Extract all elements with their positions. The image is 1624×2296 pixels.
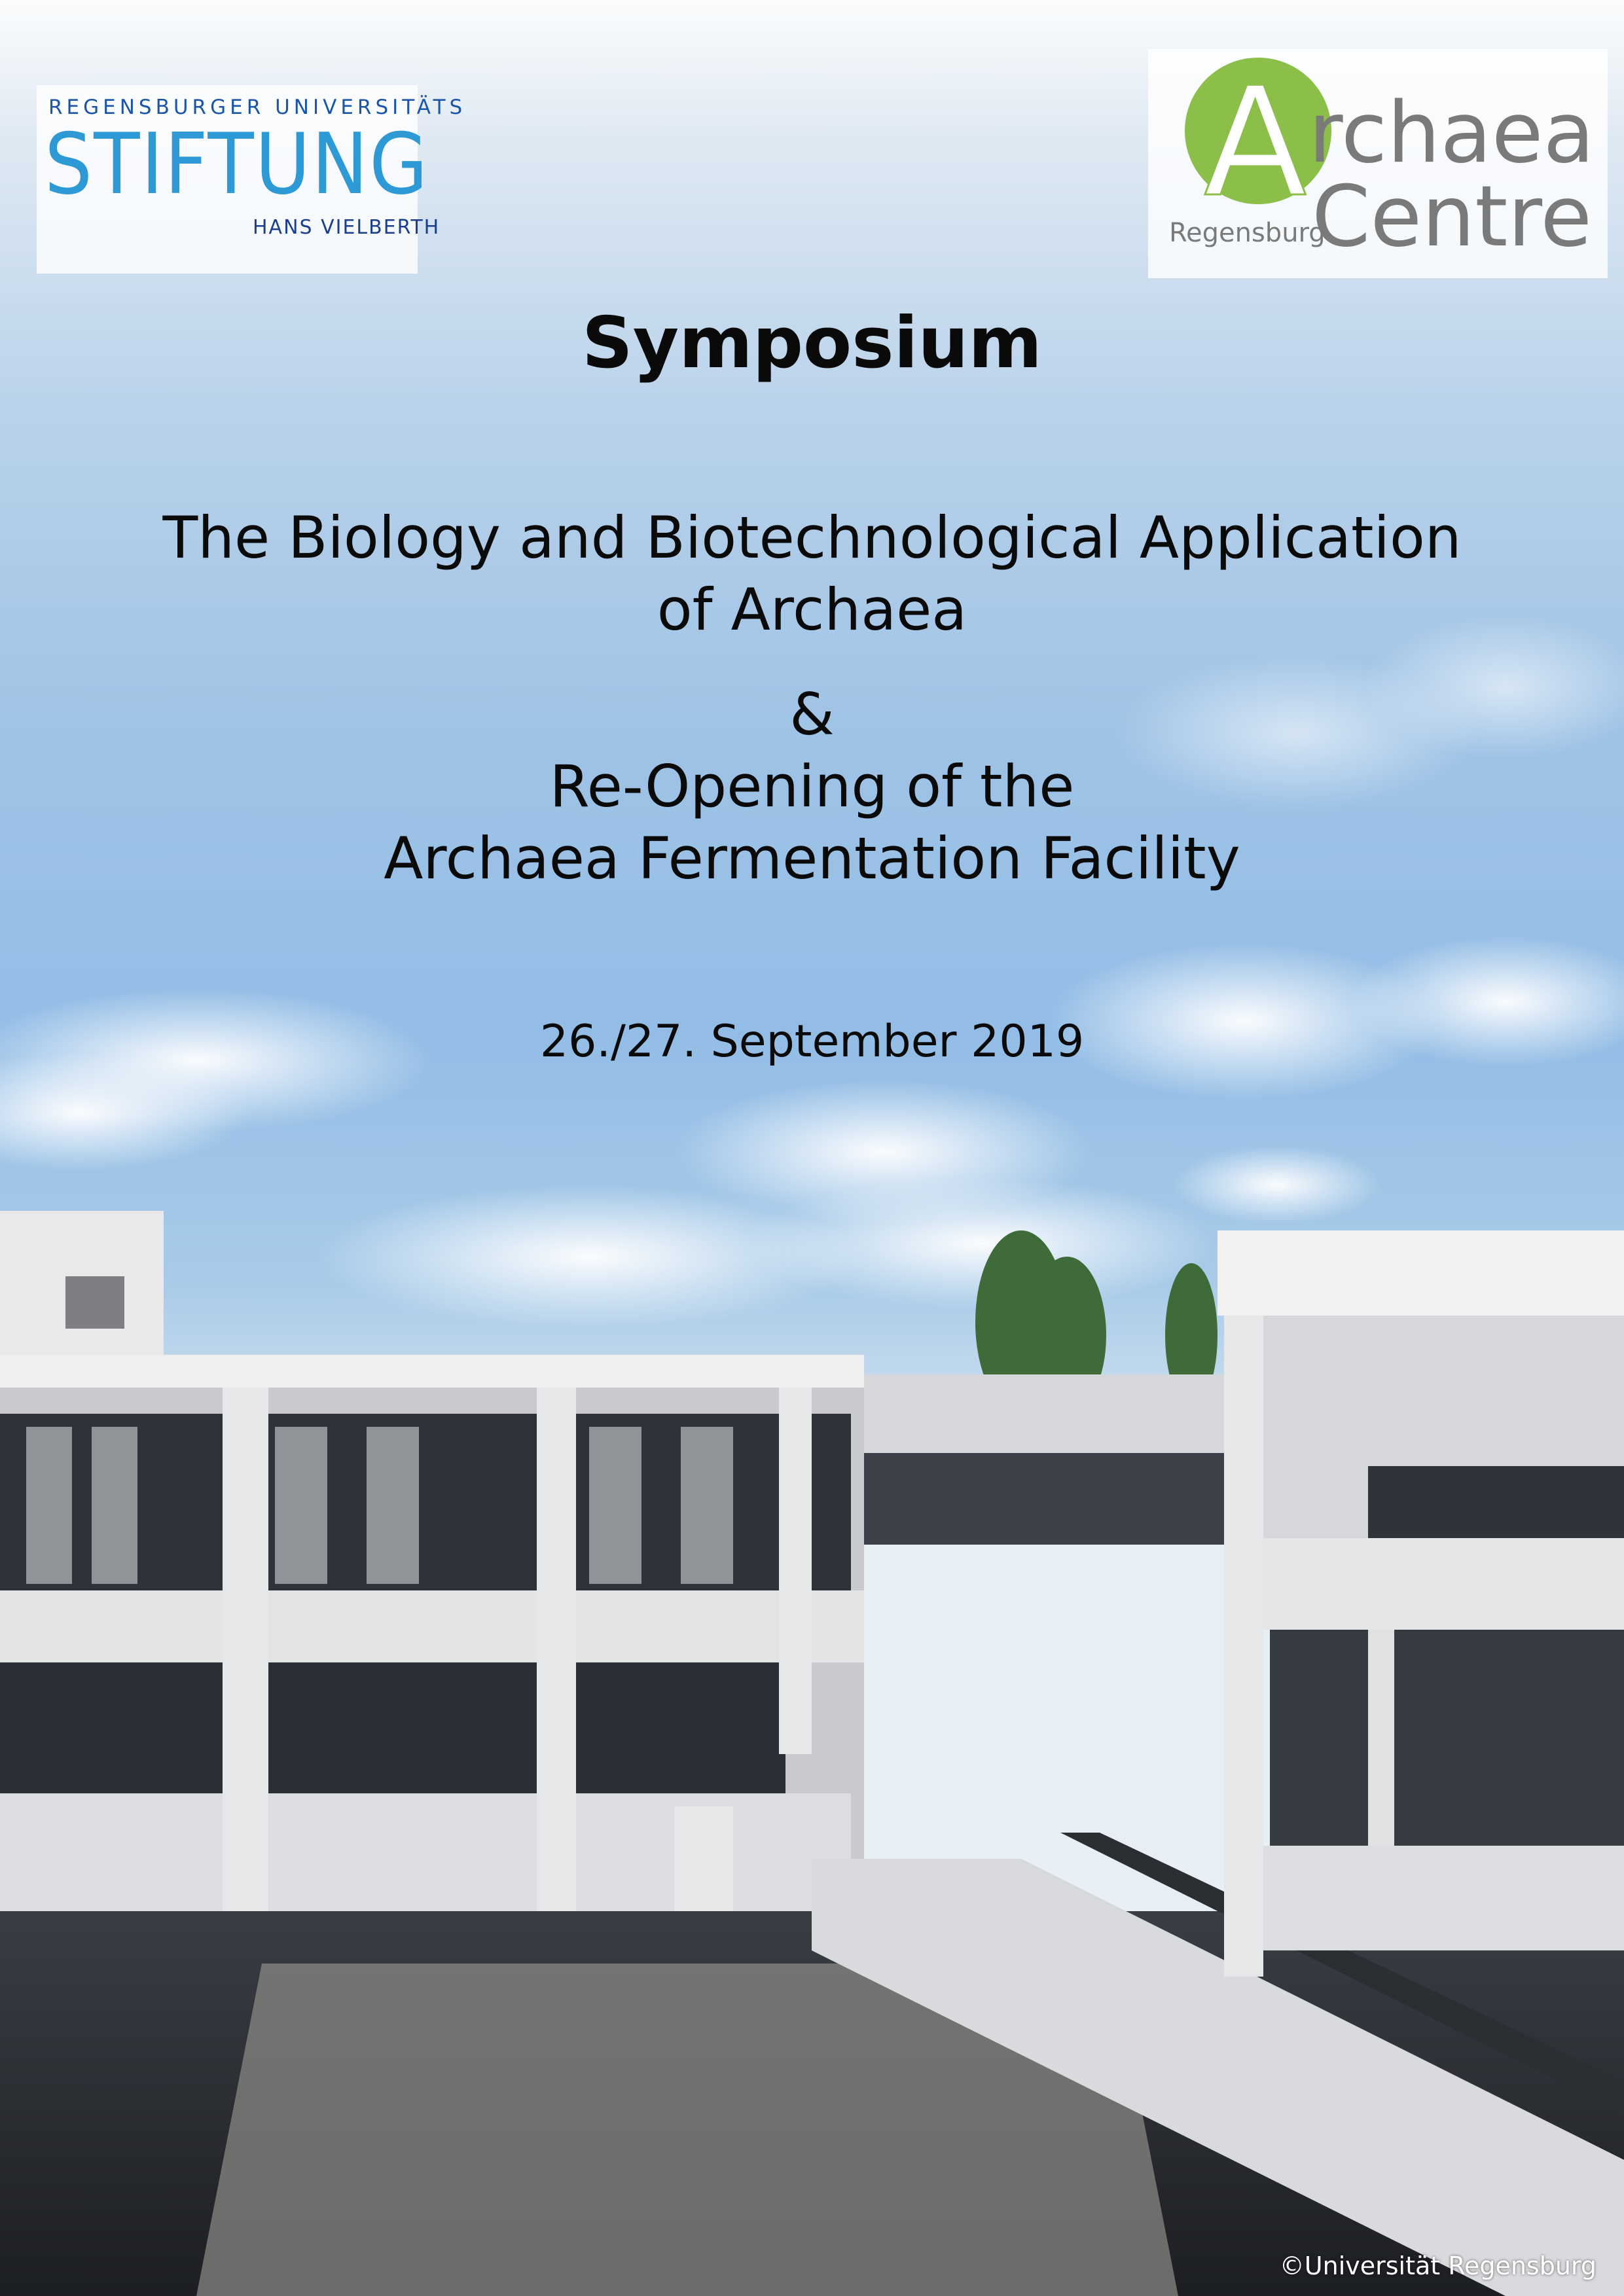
archaea-centre-logo-graphic	[1148, 49, 1608, 278]
archaea-logo-letter-a: A	[1204, 56, 1307, 230]
stiftung-logo-sub-line: HANS VIELBERTH	[253, 216, 441, 239]
photo-copyright: ©Universität Regensburg	[1279, 2251, 1597, 2280]
archaea-logo-word1: rchaea	[1308, 84, 1595, 182]
subtitle-line-1: The Biology and Biotechnological Application	[162, 504, 1462, 571]
archaea-logo-word2: Centre	[1312, 168, 1592, 266]
ampersand: &	[789, 681, 835, 748]
stiftung-logo-top-line: REGENSBURGER UNIVERSITÄTS	[48, 96, 467, 119]
event-date: 26./27. September 2019	[539, 1016, 1085, 1067]
archaea-centre-logo	[1148, 49, 1608, 278]
poster-title: Symposium	[582, 302, 1042, 384]
reopening-line-2: Archaea Fermentation Facility	[384, 825, 1240, 892]
stiftung-logo	[37, 85, 467, 274]
archaea-logo-place: Regensburg	[1169, 218, 1326, 248]
subtitle-line-2: of Archaea	[657, 576, 967, 643]
reopening-line-1: Re-Opening of the	[549, 753, 1075, 820]
stiftung-logo-main-word: STIFTUNG	[45, 116, 429, 213]
